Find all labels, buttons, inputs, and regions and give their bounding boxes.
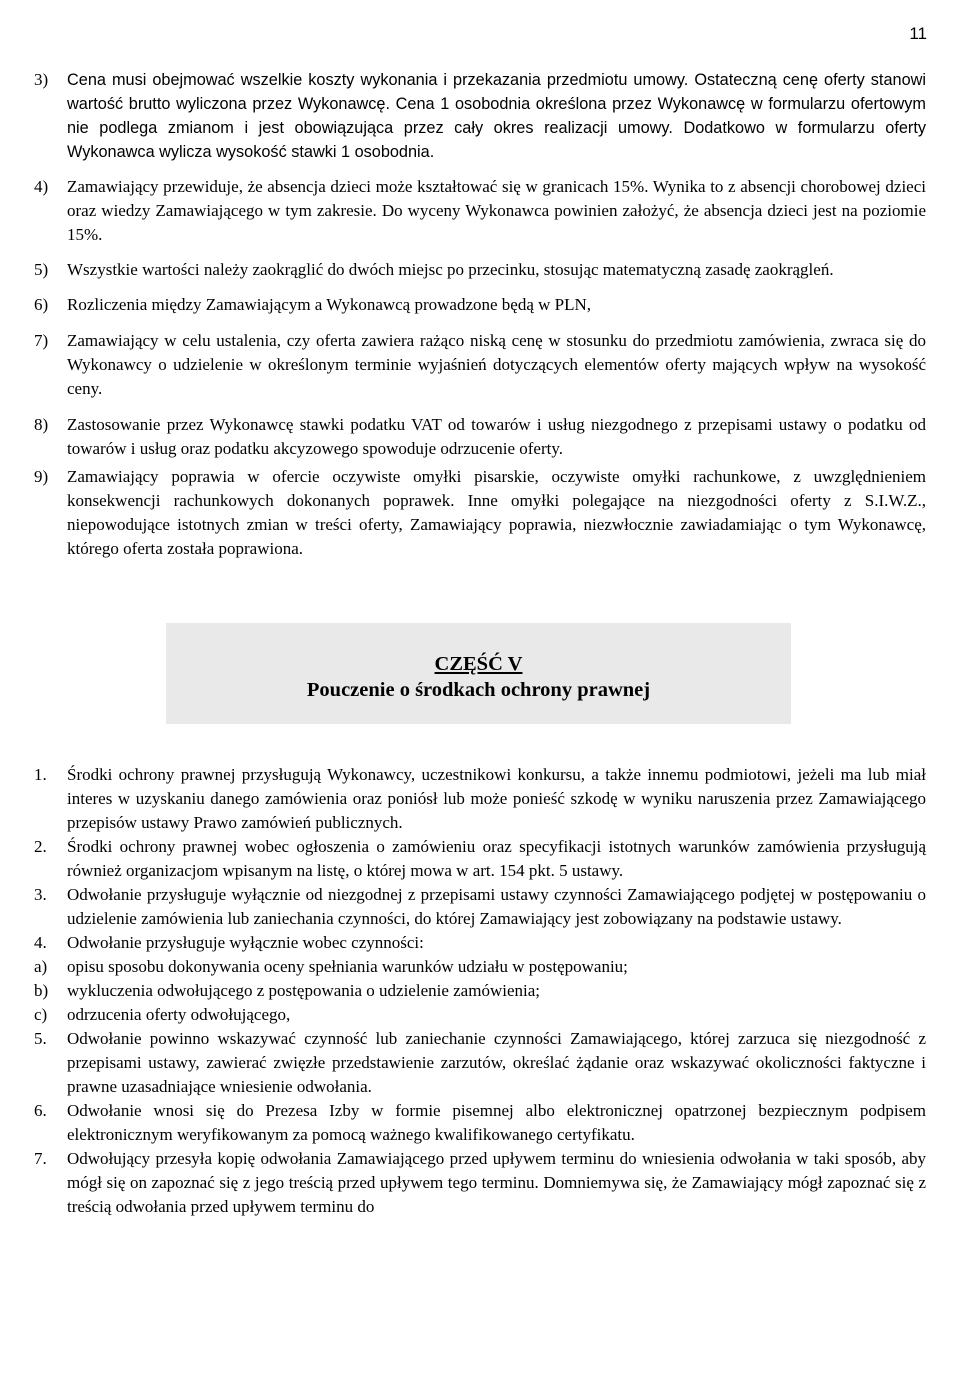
list-item-text: Środki ochrony prawnej przysługują Wykonawcy, uczestnikowi konkursu, a także innemu podmiotowi, jeżeli ma lub miał interes w uzyskaniu danego zamówienia oraz poniósł lub może ponieść szkodę w wyniku naruszenia przez Zamawiającego przepisów ustawy Prawo zamówień publicznych. [67,765,926,832]
list-item-text: Odwołanie przysługuje wyłącznie wobec czynności: [67,933,424,952]
list-item [34,955,926,979]
list-item [34,1003,926,1027]
list-item-number: 2. [34,837,47,856]
list-item [34,1147,926,1219]
list-item-number: 3. [34,885,47,904]
list-item-text: Odwołanie powinno wskazywać czynność lub zaniechanie czynności Zamawiającego, której zarzuca się niezgodność z przepisami ustawy, zawierać zwięzłe przedstawienie zarzutów, określać żądanie oraz wskazywać okoliczności faktyczne i prawne uzasadniające wniesienie odwołania. [67,1029,926,1096]
list-item [34,883,926,931]
list-item-number: 7) [34,331,49,350]
price-conditions-list [34,68,926,561]
list-item-number: a) [34,957,48,976]
list-item-text: Zastosowanie przez Wykonawcę stawki podatku VAT od towarów i usług niezgodnego z przepisami ustawy o podatku od towarów i usług oraz podatku akcyzowego spowoduje odrzucenie oferty. [67,415,926,458]
list-item-text: Zamawiający poprawia w ofercie oczywiste omyłki pisarskie, oczywiste omyłki rachunkowe, z uwzględnieniem konsekwencji rachunkowych dokonanych poprawek. Inne omyłki polegające na niezgodności oferty z S.I.W.Z., niepowodujące istotnych zmian w treści oferty, Zamawiający poprawia, niezwłocznie zawiadamiając o tym Wykonawcę, którego oferta została poprawiona. [67,467,926,558]
list-item-number: 1. [34,765,47,784]
list-item-number: c) [34,1005,48,1024]
legal-remedies-list [34,763,926,1219]
list-item [34,258,926,282]
list-item-number: 5. [34,1029,47,1048]
list-item-text: Odwołujący przesyła kopię odwołania Zamawiającego przed upływem terminu do wniesienia odwołania w taki sposób, aby mógł się on zapoznać się z jego treścią przed upływem tego terminu. Domniemywa się, że Zamawiający mógł zapoznać się z treścią odwołania przed upływem terminu do [67,1149,926,1216]
list-item [34,931,926,955]
list-item-text: Odwołanie przysługuje wyłącznie od niezgodnej z przepisami ustawy czynności Zamawiającego podjętej w postępowaniu o udzielenie zamówienia lub zaniechania czynności, do której Zamawiający jest zobowiązany na podstawie ustawy. [67,885,926,928]
part-header-box [166,623,791,724]
list-item-number: 7. [34,1149,47,1168]
list-item [34,835,926,883]
list-item-text: opisu sposobu dokonywania oceny spełniania warunków udziału w postępowaniu; [67,957,628,976]
list-item [34,979,926,1003]
list-item [34,1099,926,1147]
list-item-number: 6) [34,295,49,314]
list-item-number: 3) [34,70,49,89]
list-item [34,763,926,835]
list-item [34,329,926,401]
list-item-text: Zamawiający przewiduje, że absencja dzieci może kształtować się w granicach 15%. Wynika to z absencji chorobowej dzieci oraz wiedzy Zamawiającego w tym zakresie. Do wyceny Wykonawca powinien założyć, że absencja dzieci jest na poziomie 15%. [67,177,926,244]
list-item [34,465,926,561]
list-item-number: 6. [34,1101,47,1120]
page-number: 11 [909,24,927,43]
list-item [34,293,926,317]
list-item-number: 8) [34,415,49,434]
list-item-number: 5) [34,260,49,279]
part-subtitle: Pouczenie o środkach ochrony prawnej [306,679,651,701]
list-item-text: odrzucenia oferty odwołującego, [67,1005,291,1024]
list-item [34,1027,926,1099]
list-item-number: 9) [34,467,49,486]
list-item-text: Odwołanie wnosi się do Prezesa Izby w formie pisemnej albo elektronicznej opatrzonej bezpiecznym podpisem elektronicznym weryfikowanym za pomocą ważnego kwalifikowanego certyfikatu. [67,1101,926,1144]
list-item-number: b) [34,981,49,1000]
list-item-text: wykluczenia odwołującego z postępowania o udzielenie zamówienia; [67,981,540,1000]
list-item [34,175,926,247]
list-item [34,413,926,461]
list-item-number: 4. [34,933,47,952]
part-title: CZĘŚĆ V [434,653,523,675]
list-item-text: Rozliczenia między Zamawiającym a Wykonawcą prowadzone będą w PLN, [67,295,592,314]
list-item-text: Środki ochrony prawnej wobec ogłoszenia o zamówieniu oraz specyfikacji istotnych warunków zamówienia przysługują również organizacjom wpisanym na listę, o której mowa w art. 154 pkt. 5 ustawy. [67,837,926,880]
list-item-text: Zamawiający w celu ustalenia, czy oferta zawiera rażąco niską cenę w stosunku do przedmiotu zamówienia, zwraca się do Wykonawcy o udzielenie w określonym terminie wyjaśnień dotyczących elementów oferty mających wpływ na wysokość ceny. [67,331,926,398]
list-item [34,68,926,164]
list-item-text: Wszystkie wartości należy zaokrąglić do dwóch miejsc po przecinku, stosując matematyczną zasadę zaokrągleń. [67,260,834,279]
list-item-number: 4) [34,177,49,196]
list-item-text: Cena musi obejmować wszelkie koszty wykonania i przekazania przedmiotu umowy. Ostateczną cenę oferty stanowi wartość brutto wyliczona przez Wykonawcę. Cena 1 osobodnia określona przez Wykonawcę w formularzu ofertowym nie podlega zmianom i jest obowiązująca przez cały okres realizacji umowy. Dodatkowo w formularzu oferty Wykonawca wylicza wysokość stawki 1 osobodnia. [67,71,926,161]
